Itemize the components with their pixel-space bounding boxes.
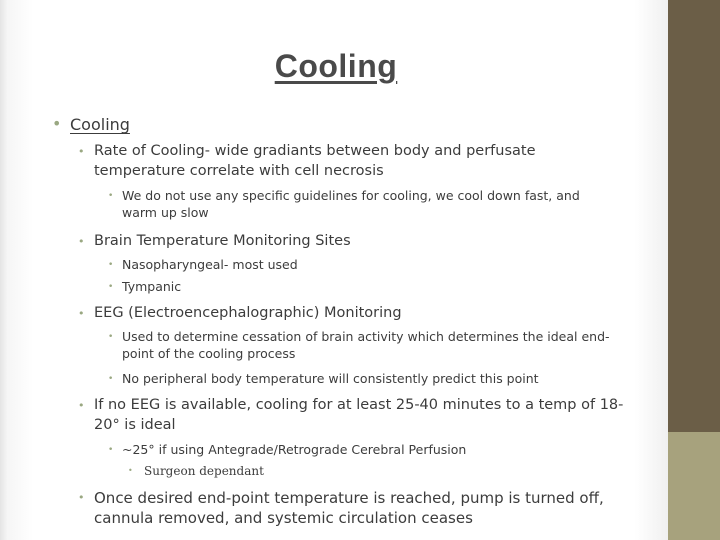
bullet-icon: •: [108, 374, 114, 384]
bullet-icon: •: [108, 332, 114, 342]
bullet-text-line-2: point of the cooling process: [122, 345, 296, 361]
bullet-item-eeg-monitoring: [78, 304, 402, 324]
bullet-icon: •: [108, 260, 114, 270]
bullet-item-end-point: [78, 488, 604, 529]
bullet-text: Cooling: [70, 115, 130, 134]
bullet-text-line-1: Rate of Cooling- wide gradiants between body and perfusate: [94, 143, 536, 159]
bullet-text: Nasopharyngeal- most used: [122, 257, 298, 272]
bullet-icon: •: [108, 191, 114, 201]
bullet-text: Tympanic: [122, 279, 182, 294]
bullet-icon: •: [108, 282, 114, 292]
bullet-text-line-1: Used to determine cessation of brain activity which determines the ideal end-: [122, 329, 610, 344]
bullet-item-rate-of-cooling: [78, 142, 536, 181]
bullet-icon: •: [52, 114, 62, 133]
bullet-text-line-1: Once desired end-point temperature is reached, pump is turned off,: [94, 489, 604, 507]
bullet-item-surgeon-dependant: [128, 463, 264, 479]
bullet-item-eeg-cessation: [108, 329, 610, 363]
accent-bar-top: [668, 0, 720, 432]
bullet-icon: •: [78, 399, 85, 412]
accent-bar-bottom: [668, 432, 720, 540]
bullet-icon: •: [128, 466, 133, 475]
bullet-icon: •: [78, 145, 85, 158]
bullet-text: ~25° if using Antegrade/Retrograde Cerebral Perfusion: [122, 442, 467, 457]
bullet-icon: •: [78, 235, 85, 248]
bullet-item-nasopharyngeal: [108, 257, 298, 274]
bullet-text: Surgeon dependant: [144, 464, 264, 478]
bullet-item-no-eeg: [78, 396, 623, 435]
slide-title: Cooling: [274, 48, 398, 84]
bullet-text-line-2: cannula removed, and systemic circulation ceases: [94, 509, 473, 528]
bullet-item-antegrade: [108, 442, 466, 459]
bullet-icon: •: [108, 445, 114, 455]
bullet-item-cooling: [52, 114, 130, 136]
bullet-item-guidelines: [108, 188, 580, 222]
bullet-text-line-1: We do not use any specific guidelines for cooling, we cool down fast, and: [122, 188, 580, 203]
bullet-icon: •: [78, 491, 85, 504]
bullet-item-no-peripheral: [108, 371, 539, 388]
bullet-text-line-2: temperature correlate with cell necrosis: [94, 162, 384, 179]
bullet-text: Brain Temperature Monitoring Sites: [94, 233, 351, 249]
bullet-text-line-1: If no EEG is available, cooling for at least 25-40 minutes to a temp of 18-: [94, 397, 624, 413]
bullet-icon: •: [78, 307, 85, 320]
bullet-text-line-2: 20° is ideal: [94, 416, 176, 433]
bullet-text: No peripheral body temperature will consistently predict this point: [122, 371, 539, 386]
bullet-item-tympanic: [108, 279, 181, 296]
bullet-text-line-2: warm up slow: [122, 204, 209, 220]
bullet-text: EEG (Electroencephalographic) Monitoring: [94, 305, 402, 321]
bullet-item-brain-temp-sites: [78, 232, 351, 252]
